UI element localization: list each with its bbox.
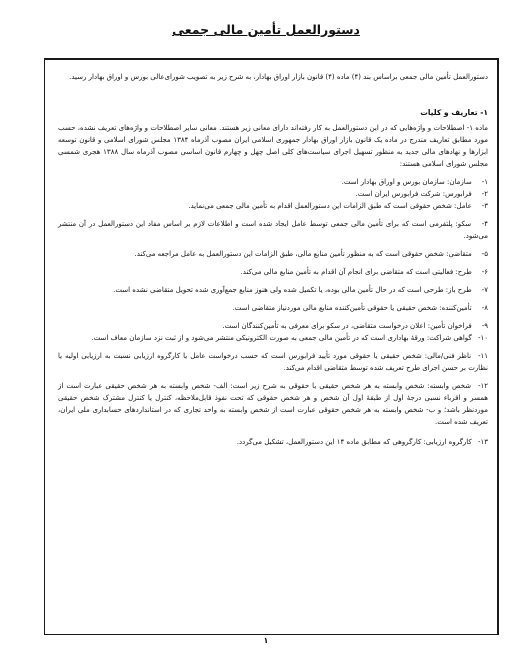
definition-number: ۱۰-	[477, 334, 488, 342]
definition-number: ۹-	[481, 322, 488, 330]
definition-item-5	[58, 248, 488, 260]
definition-item-13	[58, 436, 488, 448]
definition-text: شخص وابسته: شخص وابسته به هر شخص حقیقی یا حقوقی به شرح زیر است: الف- شخص وابسته به هر شخص حقیقی عبارت است از همسر و اقرباء نسبی درجهٔ اول از طبقهٔ اول آن شخص و هر شخص حقوقی که تحت نفوذ قابل‌ملاحظه، کنترل یا کنترل مشترک شخص حقیقی مورد‌نظر باشد؛ و ب- شخص وابسته به هر شخص حقوقی عبارت است از شخص وابسته به واحد تجاری که در استانداردهای حسابداری ملی ایران، تعریف شده است.	[58, 382, 488, 426]
definition-text: سکو: پلتفرمی است که برای تأمین مالی جمعی توسط عامل ایجاد شده است و اطلاعات لازم بر اساس مفاد این دستورالعمل در آن منتشر می‌شود.	[58, 220, 488, 240]
definition-item-11	[58, 350, 488, 374]
definition-text: تأمین‌کننده: شخص حقیقی یا حقوقی تأمین‌کننده منابع مالی مورد‌نیاز متقاضی است.	[232, 304, 472, 312]
article-1-intro: ماده ۱- اصطلاحات و واژه‌هایی که در این دستورالعمل به کار رفته‌اند دارای معانی زیر هستند. معانی سایر اصطلاحات و واژه‌های تعریف نشده، حسب مورد مطابق تعاریف مندرج در ماده یک قانون بازار اوراق بهادار جمهوری اسلامی ایران مصوب آذرماه ۱۳۸۴ مجلس شورای اسلامی و قانون توسعه ابزارها و نهادهای مالی جدید به منظور تسهیل اجرای سیاست‌های کلی اصل چهل و چهارم قانون اساسی مصوب آذرماه سال ۱۳۸۸ هجری شمسی مجلس شورای اسلامی هستند:	[58, 124, 489, 168]
definition-text: متقاضی: شخص حقوقی است که به منظور تأمین منابع مالی، طبق الزامات این دستورالعمل به عامل مراجعه می‌کند.	[134, 250, 472, 258]
definition-text: کارگروه ارزیابی: کارگروهی که مطابق ماده ۱۴ این دستورالعمل، تشکیل می‌گردد.	[236, 438, 472, 446]
definition-item-6	[58, 266, 488, 278]
definition-item-1	[58, 176, 488, 188]
definition-number: ۲-	[481, 190, 488, 198]
definition-text: گواهی شراکت: ورقهٔ بهاداری است که در تأمین مالی جمعی به صورت الکترونیکی منتشر می‌شود و از ثبت نزد سازمان معاف است.	[91, 334, 472, 342]
definition-number: ۷-	[481, 286, 488, 294]
definition-number: ۸-	[481, 304, 488, 312]
document-title: دستورالعمل تأمین مالی جمعی	[172, 22, 360, 37]
section-heading: ۱- تعاریف و کلیات	[420, 108, 488, 117]
definition-number: ۱-	[481, 178, 488, 186]
definition-item-2	[58, 188, 488, 200]
definition-item-3	[58, 200, 488, 212]
definition-text: عامل: شخص حقوقی است که طبق الزامات این دستورالعمل اقدام به تأمین مالی جمعی می‌نماید.	[188, 202, 472, 210]
definition-number: ۱۲-	[477, 382, 488, 390]
definition-item-12	[58, 380, 488, 428]
definition-number: ۳-	[481, 202, 488, 210]
definition-text: فرابورس: شرکت فرابورس ایران است.	[355, 190, 472, 198]
definition-text: طرح: فعالیتی است که متقاضی برای انجام آن اقدام به تأمین منابع مالی می‌کند.	[240, 268, 472, 276]
definition-number: ۴-	[481, 220, 488, 228]
definition-item-4	[58, 218, 488, 242]
definition-text: سازمان: سازمان بورس و اوراق بهادار است.	[341, 178, 472, 186]
definition-item-8	[58, 302, 488, 314]
definition-text: فراخوان تأمین: اعلان درخواست متقاضی، در سکو برای معرفی به تأمین‌کنندگان است.	[222, 322, 472, 330]
definition-text: طرح باز: طرحی است که در حال تأمین مالی بوده، یا تکمیل شده ولی هنوز منابع جمع‌آوری شده تحویل متقاضی نشده است.	[113, 286, 472, 294]
document-body	[58, 70, 488, 448]
definition-item-10	[58, 332, 488, 344]
intro-paragraph: دستورالعمل تأمین مالی جمعی براساس بند (۴) ماده (۴) قانون بازار اوراق بهادار، به شرح زیر به تصویب شورای‌عالی بورس و اوراق بهادار رسید.	[69, 73, 488, 81]
definition-number: ۱۳-	[477, 438, 488, 446]
definition-number: ۱۱-	[477, 352, 488, 360]
definition-number: ۶-	[481, 268, 488, 276]
page-number: ۱	[263, 636, 269, 645]
definition-number: ۵-	[481, 250, 488, 258]
definition-text: ناظر فنی/مالی: شخص حقیقی یا حقوقی مورد تأیید فرابورس است که حسب درخواست عامل یا کارگروه ارزیابی نسبت به ارزیابی اولیه یا نظارت بر حسن اجرای طرح تعریف شده توسط متقاضی اقدام می‌کند.	[58, 352, 488, 372]
definition-item-9	[58, 320, 488, 332]
definition-item-7	[58, 284, 488, 296]
